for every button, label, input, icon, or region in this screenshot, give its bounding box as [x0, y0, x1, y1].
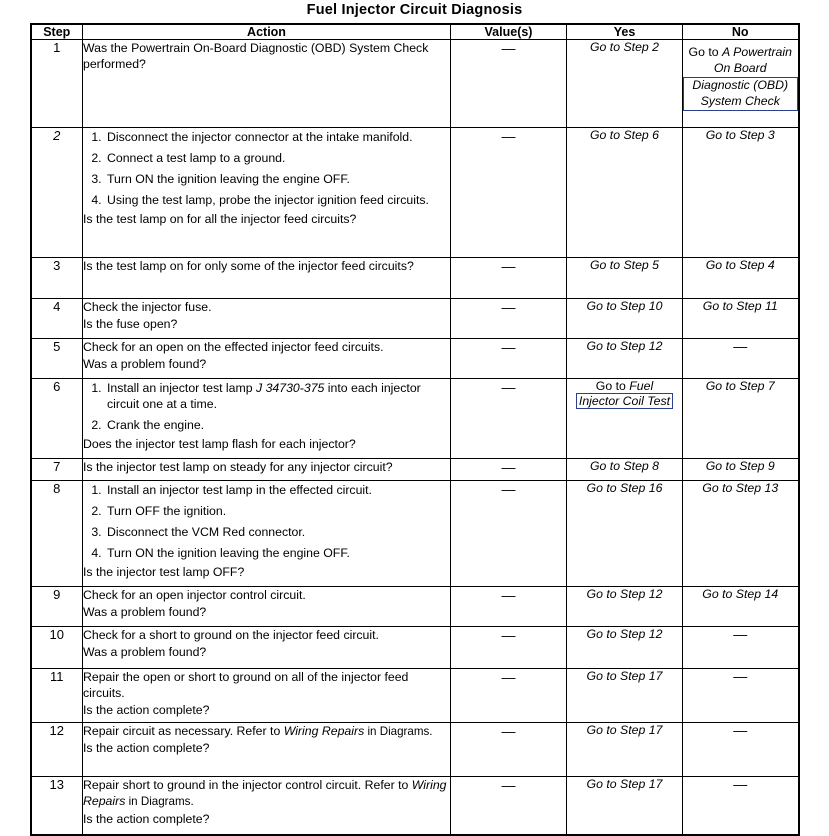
step-number: 6: [31, 379, 83, 459]
step-number: 5: [31, 339, 83, 379]
yes-cell: [567, 459, 683, 481]
action-text: Repair short to ground in the injector control circuit. Refer to Wiring Repairs in Diagrams.: [83, 778, 447, 809]
list-item: 1. Disconnect the injector connector at the intake manifold.: [105, 130, 450, 146]
step-number: 3: [31, 258, 83, 299]
yes-result: Go to Step 12: [586, 339, 663, 353]
list-item: 2. Crank the engine.: [105, 418, 450, 434]
list-item: 4. Turn ON the ignition leaving the engine OFF.: [105, 546, 450, 562]
action-cell: [83, 339, 451, 379]
yes-result: Go to Step 17: [586, 669, 663, 683]
value-cell: —: [451, 627, 567, 669]
action-question: Was a problem found?: [83, 605, 207, 620]
step-number: 11: [31, 669, 83, 723]
yes-cell: [567, 777, 683, 835]
yes-result: Go to Step 17: [586, 777, 663, 791]
table-header-row: [31, 24, 799, 40]
no-result: —: [733, 722, 748, 738]
action-text: Is the test lamp on for only some of the injector feed circuits?: [83, 259, 414, 273]
list-item: 3. Turn ON the ignition leaving the engine OFF.: [105, 172, 450, 188]
yes-cell: [567, 481, 683, 587]
action-question: Is the action complete?: [83, 811, 210, 826]
no-result: Go to Step 14: [702, 587, 779, 601]
yes-result: Go to Step 12: [586, 587, 663, 601]
column-header-no: No: [683, 24, 799, 40]
action-cell: [83, 587, 451, 627]
value-cell: —: [451, 459, 567, 481]
action-question: Is the injector test lamp OFF?: [83, 564, 245, 579]
value-cell: —: [451, 481, 567, 587]
step-number: 2: [31, 128, 83, 258]
yes-cell: [567, 299, 683, 339]
table-row: [31, 723, 799, 777]
no-result: Go to Step 3: [705, 128, 775, 142]
yes-cell: [567, 669, 683, 723]
list-item: 2. Turn OFF the ignition.: [105, 504, 450, 520]
yes-result: Go to Step 16: [586, 481, 663, 495]
yes-cell: [567, 339, 683, 379]
table-row: [31, 777, 799, 835]
no-cell: [683, 258, 799, 299]
value-cell: —: [451, 379, 567, 459]
column-header-step: Step: [31, 24, 83, 40]
action-cell: [83, 379, 451, 459]
action-cell: [83, 777, 451, 835]
table-row: [31, 339, 799, 379]
no-result: Go to Step 11: [702, 299, 778, 313]
no-cell: [683, 723, 799, 777]
no-result-link[interactable]: Diagnostic (OBD) System Check: [683, 77, 798, 111]
step-number: 9: [31, 587, 83, 627]
action-cell: [83, 299, 451, 339]
no-cell: [683, 128, 799, 258]
no-cell: [683, 379, 799, 459]
yes-cell: [567, 128, 683, 258]
no-cell: [683, 587, 799, 627]
action-question: Is the action complete?: [83, 703, 210, 718]
list-item: 4. Using the test lamp, probe the injector ignition feed circuits.: [105, 193, 450, 209]
table-row: [31, 379, 799, 459]
action-text: Is the injector test lamp on steady for any injector circuit?: [83, 460, 393, 474]
yes-result-link[interactable]: Injector Coil Test: [576, 393, 673, 409]
yes-cell: [567, 379, 683, 459]
action-question: Is the fuse open?: [83, 317, 178, 332]
yes-result-italic: Fuel: [629, 379, 654, 393]
step-number: 13: [31, 777, 83, 835]
list-item: 3. Disconnect the VCM Red connector.: [105, 525, 450, 541]
action-list: [83, 130, 450, 209]
value-cell: —: [451, 587, 567, 627]
list-item: 1. Install an injector test lamp in the effected circuit.: [105, 483, 450, 499]
action-cell: [83, 723, 451, 777]
yes-result-prefix: Go to: [595, 379, 630, 393]
yes-result: Go to Step 12: [586, 627, 663, 641]
yes-cell: [567, 587, 683, 627]
action-question: Does the injector test lamp flash for each injector?: [83, 436, 356, 451]
value-cell: —: [451, 258, 567, 299]
yes-cell: [567, 723, 683, 777]
action-question: Was a problem found?: [83, 645, 207, 660]
step-number: 7: [31, 459, 83, 481]
no-cell: [683, 627, 799, 669]
table-row: [31, 669, 799, 723]
value-cell: —: [451, 669, 567, 723]
no-result: Go to Step 13: [702, 481, 779, 495]
yes-cell: [567, 40, 683, 128]
no-result: —: [733, 626, 748, 642]
no-cell: [683, 669, 799, 723]
step-number: 8: [31, 481, 83, 587]
action-cell: [83, 669, 451, 723]
yes-cell: [567, 627, 683, 669]
action-question: Is the test lamp on for all the injector feed circuits?: [83, 211, 357, 226]
table-row: [31, 40, 799, 128]
no-cell: [683, 40, 799, 128]
yes-result: Go to Step 2: [589, 40, 660, 54]
yes-result: Go to Step 10: [586, 299, 663, 313]
value-cell: —: [451, 777, 567, 835]
action-text: Repair the open or short to ground on all of the injector feed circuits.: [83, 670, 409, 701]
no-result-italic: A Powertrain On Board: [713, 45, 792, 75]
list-item: 2. Connect a test lamp to a ground.: [105, 151, 450, 167]
action-cell: [83, 258, 451, 299]
action-cell: [83, 40, 451, 128]
table-row: [31, 258, 799, 299]
column-header-yes: Yes: [567, 24, 683, 40]
no-result: —: [733, 776, 748, 792]
value-cell: —: [451, 128, 567, 258]
no-result: —: [733, 338, 748, 354]
list-item: 1. Install an injector test lamp J 34730-375 into each injector circuit one at a time.: [105, 381, 450, 413]
page-title: Fuel Injector Circuit Diagnosis: [306, 2, 523, 18]
table-row: [31, 128, 799, 258]
no-result: Go to Step 9: [705, 459, 775, 473]
value-cell: —: [451, 339, 567, 379]
action-list: [83, 483, 450, 562]
step-number: 12: [31, 723, 83, 777]
yes-result: Go to Step 5: [589, 258, 660, 272]
table-row: [31, 299, 799, 339]
action-cell: [83, 128, 451, 258]
action-cell: [83, 481, 451, 587]
no-cell: [683, 481, 799, 587]
action-cell: [83, 627, 451, 669]
no-cell: [683, 299, 799, 339]
action-text: Was the Powertrain On-Board Diagnostic (OBD) System Check performed?: [83, 41, 429, 72]
action-question: Is the action complete?: [83, 741, 210, 756]
action-text: Check for an open injector control circuit.: [83, 588, 306, 602]
yes-result: Go to Step 17: [586, 723, 663, 737]
step-number: 4: [31, 299, 83, 339]
value-cell: —: [451, 299, 567, 339]
value-cell: —: [451, 723, 567, 777]
step-number: 10: [31, 627, 83, 669]
table-row: [31, 459, 799, 481]
action-cell: [83, 459, 451, 481]
action-text: Check for an open on the effected injector feed circuits.: [83, 340, 384, 354]
yes-result: Go to Step 8: [589, 459, 660, 473]
value-cell: —: [451, 40, 567, 128]
table-row: [31, 627, 799, 669]
no-result: —: [733, 668, 748, 684]
no-result-prefix: Go to: [688, 45, 723, 59]
step-number: 1: [31, 40, 83, 128]
no-cell: [683, 777, 799, 835]
action-question: Was a problem found?: [83, 357, 207, 372]
table-row: [31, 481, 799, 587]
column-header-value: Value(s): [451, 24, 567, 40]
column-header-action: Action: [83, 24, 451, 40]
no-cell: [683, 459, 799, 481]
no-result: Go to Step 7: [705, 379, 775, 393]
action-list: [83, 381, 450, 434]
table-row: [31, 587, 799, 627]
diagnosis-table: [30, 23, 800, 836]
action-text: Check the injector fuse.: [83, 300, 212, 314]
action-text: Repair circuit as necessary. Refer to Wiring Repairs in Diagrams.: [83, 724, 433, 738]
no-result: Go to Step 4: [705, 258, 775, 272]
no-cell: [683, 339, 799, 379]
yes-result: Go to Step 6: [589, 128, 660, 142]
yes-cell: [567, 258, 683, 299]
action-text: Check for a short to ground on the injector feed circuit.: [83, 628, 379, 642]
